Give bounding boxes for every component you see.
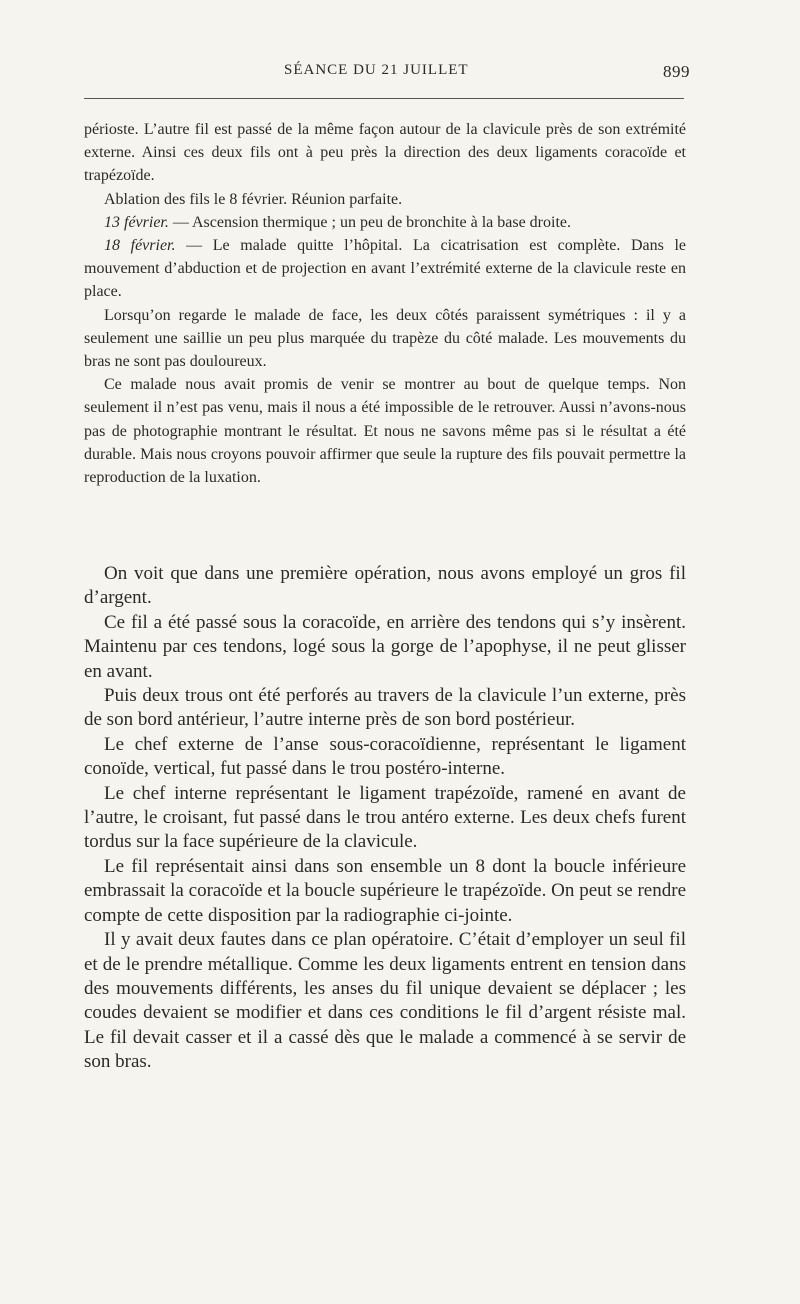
small-paragraph: [84, 234, 686, 304]
small-paragraph: [84, 188, 686, 211]
small-paragraph: [84, 304, 686, 374]
large-paragraph: Il y avait deux fautes dans ce plan opératoire. C’était d’employer un seul fil et de le prendre métallique. Comme les deux ligaments entrent en tension dans des mouvements différents, les anses du fil unique devaient se déplacer ; les coudes devaient se modifier et dans ces conditions le fil d’argent résiste mal. Le fil devait casser et il a cassé dès que le malade a commencé à se servir de son bras.: [84, 929, 686, 1073]
case-notes-block: [84, 118, 686, 489]
large-paragraph: Le fil représentait ainsi dans son ensemble un 8 dont la boucle inférieure embrassait la coracoïde et la boucle supérieure le trapézoïde. On peut se rendre compte de cette disposition par la radiographie ci-jointe.: [84, 855, 686, 926]
date-label: 13 février.: [104, 213, 169, 231]
large-paragraph: Ce fil a été passé sous la coracoïde, en arrière des tendons qui s’y insèrent. Maintenu par ces tendons, logé sous la gorge de l’apophyse, il ne peut glisser en avant.: [84, 611, 686, 682]
paragraph-text: Ablation des fils le 8 février. Réunion parfaite.: [104, 190, 403, 208]
paragraph-text: Lorsqu’on regarde le malade de face, les deux côtés paraissent symétriques : il y a seulement une saillie un peu plus marquée du trapèze du côté malade. Les mouvements du bras ne sont pas douloureux.: [84, 306, 686, 371]
running-title: SÉANCE DU 21 JUILLET: [284, 62, 469, 78]
large-paragraph: On voit que dans une première opération, nous avons employé un gros fil d’argent.: [84, 563, 686, 609]
small-paragraph: [84, 373, 686, 489]
header-rule: [84, 98, 684, 99]
paragraph-text: — Le malade quitte l’hôpital. La cicatrisation est complète. Dans le mouvement d’abduction et de projection en avant l’extrémité externe de la clavicule reste en place.: [84, 237, 686, 301]
date-label: 18 février.: [104, 237, 176, 255]
small-paragraph: [84, 211, 686, 234]
page-number: 899: [663, 62, 690, 81]
paragraph-text: périoste. L’autre fil est passé de la même façon autour de la clavicule près de son extrémité externe. Ainsi ces deux fils ont à peu près la direction des deux ligaments coracoïde et trapézoïde.: [84, 121, 686, 185]
running-header: [84, 62, 690, 86]
large-paragraph: Puis deux trous ont été perforés au travers de la clavicule l’un externe, près de son bord antérieur, l’autre interne près de son bord postérieur.: [84, 685, 686, 731]
large-paragraph: Le chef externe de l’anse sous-coracoïdienne, représentant le ligament conoïde, vertical, fut passé dans le trou postéro-interne.: [84, 733, 686, 780]
small-paragraph: [84, 118, 686, 188]
paragraph-text: — Ascension thermique ; un peu de bronchite à la base droite.: [168, 213, 571, 231]
paragraph-text: Ce malade nous avait promis de venir se montrer au bout de quelque temps. Non seulement il n’est pas venu, mais il nous a été impossible de le retrouver. Aussi n’avons-nous pas de photographie montrant le résultat. Et nous ne savons même pas si le résultat a été durable. Mais nous croyons pouvoir affirmer que seule la rupture des fils pouvait permettre la reproduction de la luxation.: [84, 376, 686, 487]
discussion-block: [84, 562, 686, 1075]
large-paragraph: Le chef interne représentant le ligament trapézoïde, ramené en avant de l’autre, le croisant, fut passé dans le trou antéro externe. Les deux chefs furent tordus sur la face supérieure de la clavicule.: [84, 782, 686, 853]
